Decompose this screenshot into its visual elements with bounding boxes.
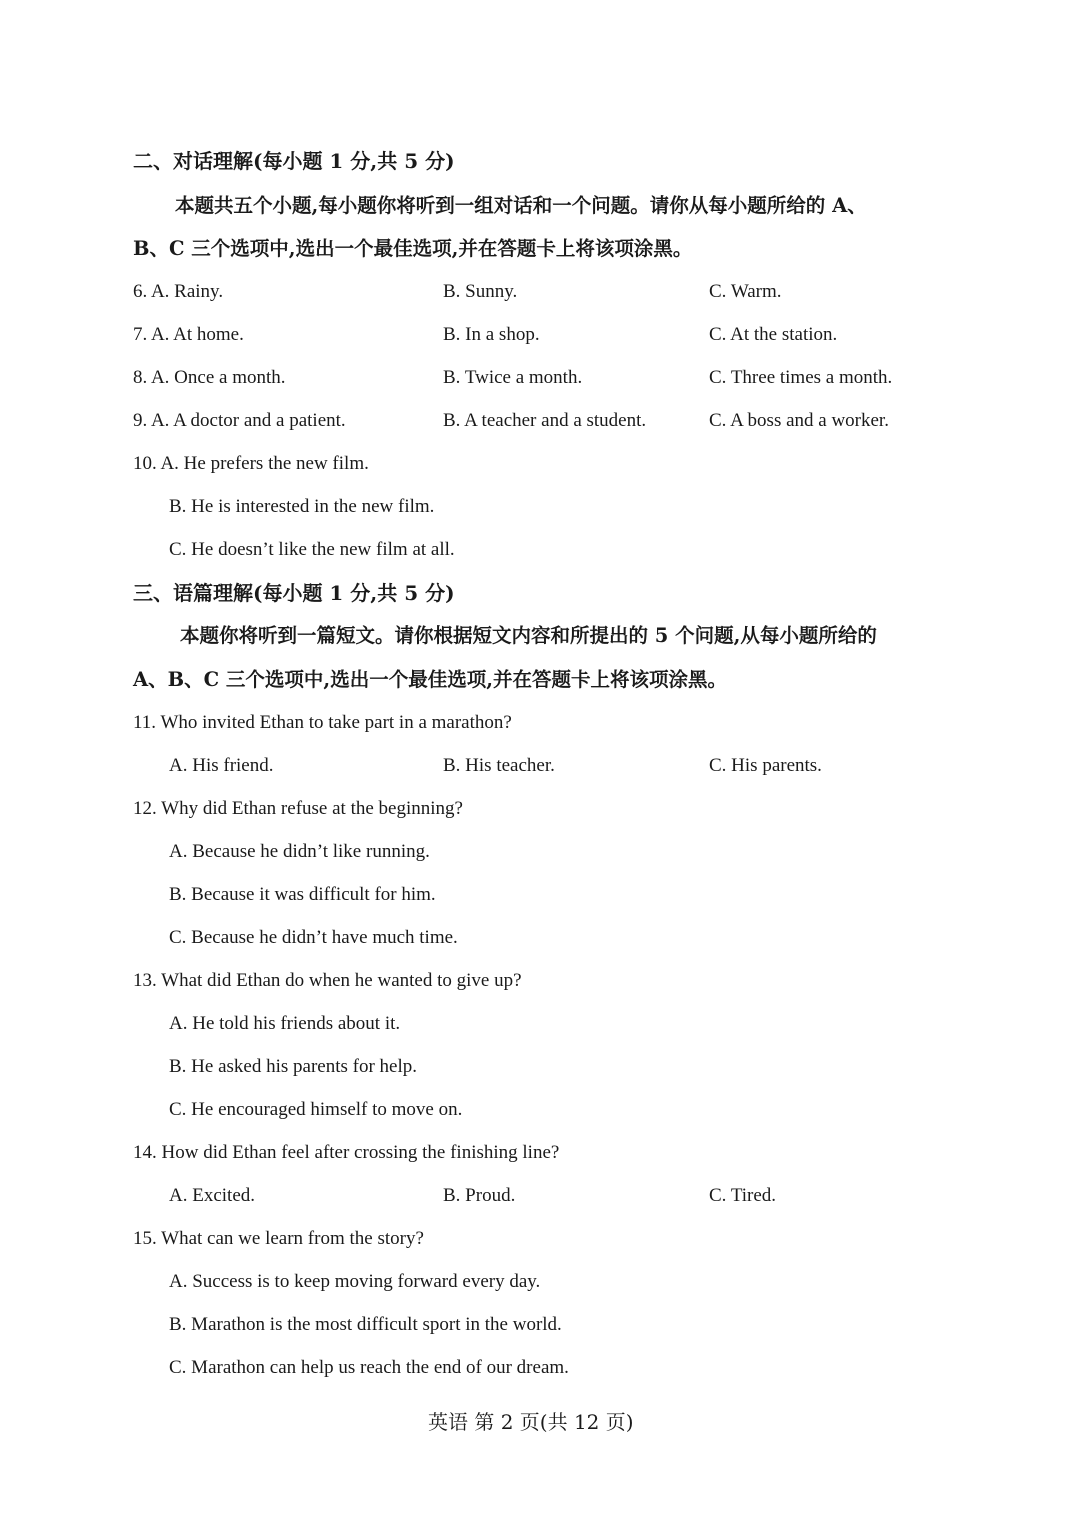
q15-option-c: C. Marathon can help us reach the end of our dream. — [169, 1357, 569, 1378]
section3-instruction-line1: 本题你将听到一篇短文。请你根据短文内容和所提出的 5 个问题,从每小题所给的 — [180, 624, 877, 647]
q7-option-c: C. At the station. — [709, 324, 838, 345]
q8-option-c: C. Three times a month. — [709, 367, 893, 388]
q14-option-a: A. Excited. — [169, 1185, 256, 1206]
q7-option-b: B. In a shop. — [443, 324, 540, 345]
q12-option-c: C. Because he didn’t have much time. — [169, 927, 458, 948]
q15-option-a: A. Success is to keep moving forward every day. — [169, 1271, 541, 1292]
page-footer: 英语 第 2 页(共 12 页) — [428, 1410, 634, 1434]
q8-option-b: B. Twice a month. — [443, 367, 583, 388]
q11-option-c: C. His parents. — [709, 755, 822, 776]
q13-stem: 13. What did Ethan do when he wanted to give up? — [133, 970, 522, 991]
q11-stem: 11. Who invited Ethan to take part in a marathon? — [133, 712, 512, 733]
q6-option-a: 6. A. Rainy. — [133, 281, 224, 302]
q13-option-a: A. He told his friends about it. — [169, 1013, 401, 1034]
q12-option-b: B. Because it was difficult for him. — [169, 884, 436, 905]
q9-option-c: C. A boss and a worker. — [709, 410, 889, 431]
q12-option-a: A. Because he didn’t like running. — [169, 841, 430, 862]
q13-option-b: B. He asked his parents for help. — [169, 1056, 417, 1077]
section3-instruction-line2: A、B、C 三个选项中,选出一个最佳选项,并在答题卡上将该项涂黑。 — [133, 668, 727, 691]
q6-option-b: B. Sunny. — [443, 281, 518, 302]
q10-option-c: C. He doesn’t like the new film at all. — [169, 539, 455, 560]
section2-heading: 二、对话理解(每小题 1 分,共 5 分) — [133, 149, 455, 173]
q6-option-c: C. Warm. — [709, 281, 782, 302]
section2-instruction-line2: B、C 三个选项中,选出一个最佳选项,并在答题卡上将该项涂黑。 — [133, 237, 693, 260]
q14-option-c: C. Tired. — [709, 1185, 777, 1206]
q10-option-b: B. He is interested in the new film. — [169, 496, 435, 517]
q14-option-b: B. Proud. — [443, 1185, 516, 1206]
q15-stem: 15. What can we learn from the story? — [133, 1228, 424, 1249]
q13-option-c: C. He encouraged himself to move on. — [169, 1099, 463, 1120]
q9-option-a: 9. A. A doctor and a patient. — [133, 410, 346, 431]
q11-option-b: B. His teacher. — [443, 755, 555, 776]
section3-heading: 三、语篇理解(每小题 1 分,共 5 分) — [133, 581, 455, 605]
q8-option-a: 8. A. Once a month. — [133, 367, 286, 388]
q7-option-a: 7. A. At home. — [133, 324, 244, 345]
q15-option-b: B. Marathon is the most difficult sport in the world. — [169, 1314, 562, 1335]
section2-instruction-line1: 本题共五个小题,每小题你将听到一组对话和一个问题。请你从每小题所给的 A、 — [175, 194, 867, 217]
q12-stem: 12. Why did Ethan refuse at the beginning? — [133, 798, 463, 819]
q14-stem: 14. How did Ethan feel after crossing the finishing line? — [133, 1142, 560, 1163]
q10-option-a: 10. A. He prefers the new film. — [133, 453, 369, 474]
q9-option-b: B. A teacher and a student. — [443, 410, 647, 431]
q11-option-a: A. His friend. — [169, 755, 274, 776]
